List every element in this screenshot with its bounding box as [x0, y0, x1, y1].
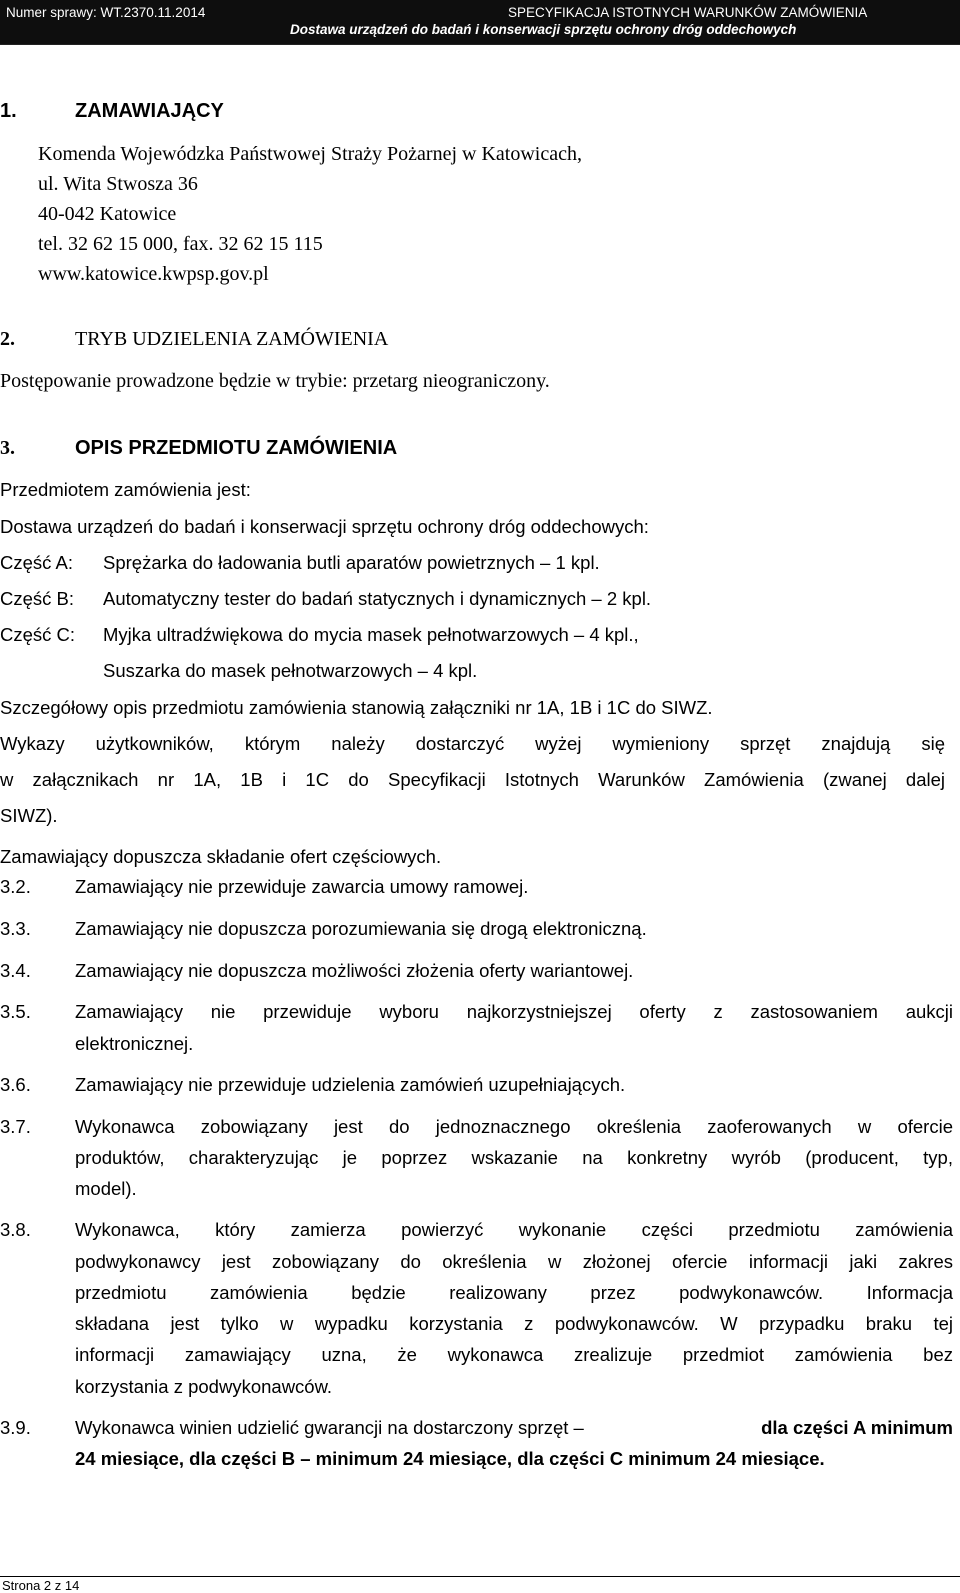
item-3-8-line-5: informacji zamawiający uzna, że wykonawca zrealizuje przedmiot zamówienia bez: [75, 1344, 953, 1365]
contracting-authority-website: www.katowice.kwpsp.gov.pl: [38, 263, 269, 285]
item-3-4-text: Zamawiający nie dopuszcza możliwości złożenia oferty wariantowej.: [75, 960, 634, 981]
item-3-8-line-3: przedmiotu zamówienia będzie realizowany przez podwykonawców. Informacja: [75, 1282, 953, 1303]
subject-description: Dostawa urządzeń do badań i konserwacji sprzętu ochrony dróg oddechowych:: [0, 516, 649, 537]
part-c-text-2: Suszarka do masek pełnotwarzowych – 4 kpl.: [103, 660, 478, 681]
item-3-8-line-4: składana jest tylko w wypadku korzystania z podwykonawców. W przypadku braku tej: [75, 1313, 953, 1334]
item-3-3-text: Zamawiający nie dopuszcza porozumiewania się drogą elektroniczną.: [75, 918, 647, 939]
item-3-7-line-3: model).: [75, 1178, 137, 1199]
contracting-authority-street: ul. Wita Stwosza 36: [38, 173, 198, 195]
item-3-8-line-1: Wykonawca, który zamierza powierzyć wykonanie części przedmiotu zamówienia: [75, 1219, 953, 1240]
case-number: Numer sprawy: WT.2370.11.2014: [6, 5, 206, 20]
partial-offers: Zamawiający dopuszcza składanie ofert częściowych.: [0, 846, 442, 867]
users-list-line-3: SIWZ).: [0, 805, 58, 826]
item-3-9-line-1-bold: dla części A minimum: [761, 1417, 953, 1438]
document-title: SPECYFIKACJA ISTOTNYCH WARUNKÓW ZAMÓWIENIA: [508, 5, 868, 20]
users-list-line-2: w załącznikach nr 1A, 1B i 1C do Specyfikacji Istotnych Warunków Zamówienia (zwanej dalej: [0, 769, 945, 790]
item-3-9-line-2: 24 miesiące, dla części B – minimum 24 miesiące, dla części C minimum 24 miesiące.: [75, 1448, 825, 1469]
item-3-2-text: Zamawiający nie przewiduje zawarcia umowy ramowej.: [75, 876, 529, 897]
item-3-8-number: 3.8.: [0, 1219, 31, 1240]
part-b-label: Część B:: [0, 588, 75, 609]
section-2-title: TRYB UDZIELENIA ZAMÓWIENIA: [75, 328, 389, 350]
item-3-7-line-1: Wykonawca zobowiązany jest do jednoznacznego określenia zaoferowanych w ofercie: [75, 1116, 953, 1137]
part-c-text: Myjka ultradźwiękowa do mycia masek pełnotwarzowych – 4 kpl.,: [103, 624, 639, 645]
item-3-9-line-1-plain: Wykonawca winien udzielić gwarancji na dostarczony sprzęt –: [75, 1417, 589, 1438]
item-3-3-number: 3.3.: [0, 918, 31, 939]
item-3-4-number: 3.4.: [0, 960, 31, 981]
item-3-7-line-2: produktów, charakteryzując je poprzez wskazanie na konkretny wyrób (producent, typ,: [75, 1147, 953, 1168]
detail-description: Szczegółowy opis przedmiotu zamówienia stanowią załączniki nr 1A, 1B i 1C do SIWZ.: [0, 697, 713, 718]
page-number: Strona 2 z 14: [2, 1578, 80, 1593]
section-3-title: OPIS PRZEDMIOTU ZAMÓWIENIA: [75, 437, 398, 459]
subject-intro: Przedmiotem zamówienia jest:: [0, 479, 251, 500]
part-a-label: Część A:: [0, 552, 73, 573]
part-c-label: Część C:: [0, 624, 76, 645]
part-a-text: Sprężarka do ładowania butli aparatów powietrznych – 1 kpl.: [103, 552, 600, 573]
contracting-authority-name: Komenda Wojewódzka Państwowej Straży Pożarnej w Katowicach,: [38, 143, 582, 165]
item-3-5-line-1: Zamawiający nie przewiduje wyboru najkorzystniejszej oferty z zastosowaniem aukcji: [75, 1001, 953, 1022]
section-1-number: 1.: [0, 100, 17, 122]
header-divider: [0, 44, 960, 45]
part-b-text: Automatyczny tester do badań statycznych i dynamicznych – 2 kpl.: [103, 588, 652, 609]
section-1-title: ZAMAWIAJĄCY: [75, 100, 224, 122]
users-list-line-1: Wykazy użytkowników, którym należy dostarczyć wyżej wymieniony sprzęt znajdują się: [0, 733, 945, 754]
item-3-8-line-6: korzystania z podwykonawców.: [75, 1376, 333, 1397]
item-3-5-number: 3.5.: [0, 1001, 31, 1022]
footer-divider: [0, 1576, 960, 1577]
document-subtitle: Dostawa urządzeń do badań i konserwacji sprzętu ochrony dróg oddechowych: [290, 22, 797, 37]
section-3-number: 3.: [0, 437, 15, 459]
procedure-mode-text: Postępowanie prowadzone będzie w trybie: przetarg nieograniczony.: [0, 370, 550, 392]
contracting-authority-city: 40-042 Katowice: [38, 203, 177, 225]
item-3-8-line-2: podwykonawcy jest zobowiązany do określenia w złożonej ofercie informacji jaki zakres: [75, 1251, 953, 1272]
item-3-5-line-2: elektronicznej.: [75, 1033, 194, 1054]
item-3-9-line-1: [75, 1417, 953, 1439]
section-2-number: 2.: [0, 328, 15, 350]
item-3-6-text: Zamawiający nie przewiduje udzielenia zamówień uzupełniających.: [75, 1074, 626, 1095]
item-3-7-number: 3.7.: [0, 1116, 31, 1137]
item-3-2-number: 3.2.: [0, 876, 31, 897]
item-3-9-number: 3.9.: [0, 1417, 31, 1438]
item-3-6-number: 3.6.: [0, 1074, 31, 1095]
contracting-authority-phone: tel. 32 62 15 000, fax. 32 62 15 115: [38, 233, 323, 255]
